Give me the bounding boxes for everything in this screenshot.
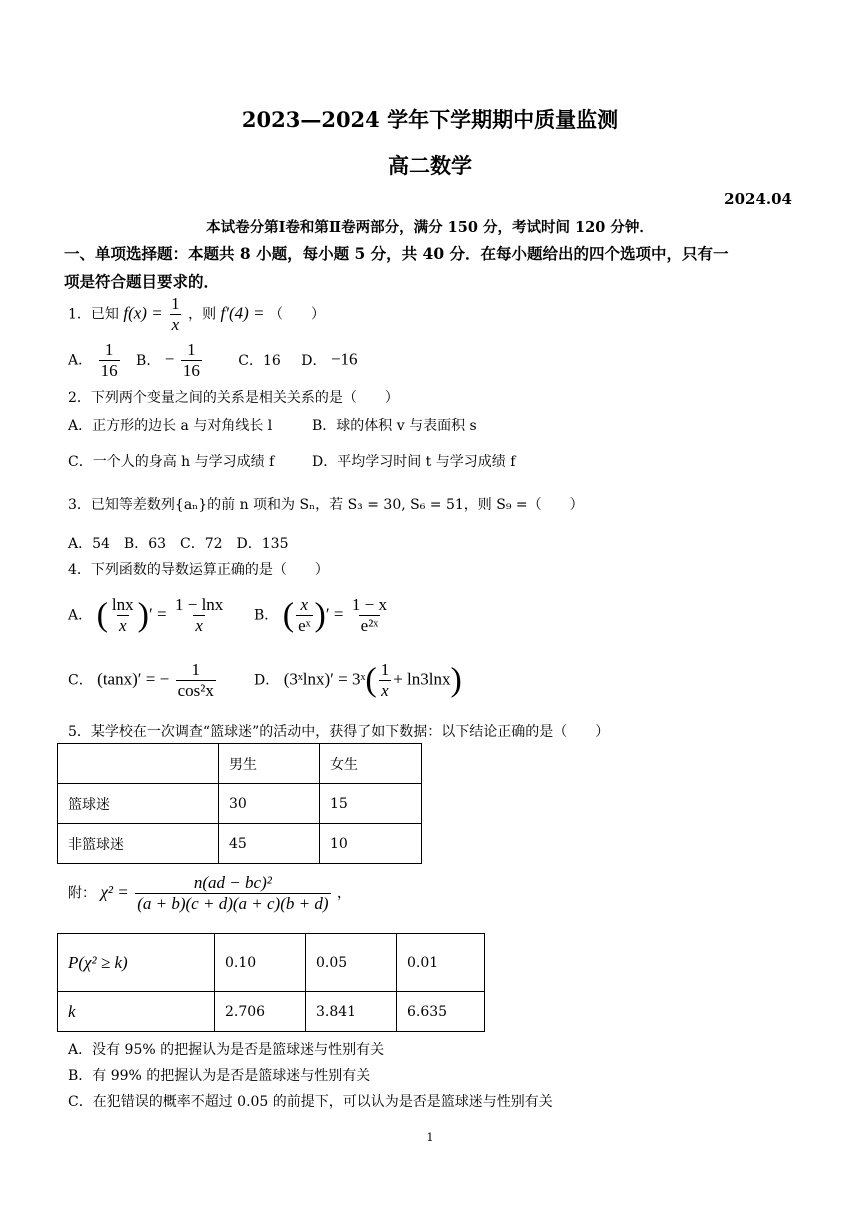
q4-c-left: (tanx)′ = − xyxy=(97,669,170,689)
q1-options xyxy=(68,340,358,381)
q1-f-right: f′(4) = xyxy=(220,303,265,323)
q4-option-d: D． (3ˣlnx)′ = 3ˣ( $\frac{1}{x}$ + ln3lnx) xyxy=(254,660,462,700)
table-cell: 篮球迷 xyxy=(58,784,219,824)
q4-a-rnum: 1 − lnx xyxy=(174,595,224,614)
table-cell: 2.706 xyxy=(215,992,306,1032)
chi-num: n(ad − bc)² xyxy=(193,873,272,892)
q4-b-rnum: 1 − x xyxy=(351,595,387,614)
q4-a-label: A． xyxy=(68,607,93,624)
table-cell: 3.841 xyxy=(306,992,397,1032)
q2-option-a: A．正方形的边长 a 与对角线长 l xyxy=(68,418,273,434)
q5-survey-table xyxy=(57,743,422,864)
question-5: 5．某学校在一次调查“篮球迷”的活动中，获得了如下数据：以下结论正确的是（ ） xyxy=(68,724,610,740)
q4-b-rden: e²ˣ xyxy=(360,616,379,635)
q4-a-den: x xyxy=(119,616,127,635)
table-cell: 10 xyxy=(320,824,422,864)
q4-option-b: B． ( $\frac{x}{\text{eˣ}}$ )′ = $\frac{1 - x}{\text{e²ˣ}}$ xyxy=(254,595,387,635)
question-3: 3．已知等差数列{aₙ}的前 n 项和为 Sₙ，若 S₃ = 30, S₆ = 51，则 S₉ =（ ） xyxy=(68,497,584,513)
q1-opt-d-val: −16 xyxy=(330,349,358,369)
exam-intro: 本试卷分第Ⅰ卷和第Ⅱ卷两部分，满分 150 分，考试时间 120 分钟． xyxy=(206,219,654,236)
table-cell: 0.10 xyxy=(215,934,306,992)
formula-chi: χ² = xyxy=(100,882,129,902)
q4-a-frac xyxy=(110,595,136,636)
chi-den: (a + b)(c + d)(a + c)(b + d) xyxy=(137,894,329,913)
q4-c-label: C． xyxy=(68,672,93,689)
q1-opt-b-sign: − xyxy=(164,349,175,369)
q2-option-d: D．平均学习时间 t 与学习成绩 f xyxy=(312,454,516,470)
q5-option-b: B．有 99% 的把握认为是否是篮球迷与性别有关 xyxy=(68,1068,371,1084)
table-header-cell xyxy=(58,744,219,784)
table-cell: 0.01 xyxy=(397,934,485,992)
q4-c-frac xyxy=(176,660,216,701)
exam-subject: 高二数学 xyxy=(388,153,472,178)
chi-square-formula xyxy=(68,873,351,914)
q1-opt-b-num: 1 xyxy=(187,340,196,359)
q1-opt-b-frac xyxy=(181,340,202,381)
q4-d-left: (3ˣlnx)′ = 3ˣ xyxy=(283,669,366,689)
section-heading-line2: 项是符合题目要求的． xyxy=(64,272,220,291)
q5-option-a: A．没有 95% 的把握认为是否是篮球迷与性别有关 xyxy=(68,1042,385,1058)
q4-d-label: D． xyxy=(254,672,280,689)
q1-opt-c: C．16 xyxy=(238,352,281,369)
q4-a-rfrac xyxy=(173,595,225,636)
q1-prefix: 1．已知 xyxy=(68,306,119,323)
q1-f-left: f(x) = xyxy=(123,303,163,323)
question-2: 2．下列两个变量之间的关系是相关关系的是（ ） xyxy=(68,390,399,406)
table-cell: 30 xyxy=(219,784,320,824)
q4-b-label: B． xyxy=(254,607,279,624)
table-cell: 15 xyxy=(320,784,422,824)
q1-frac-den: x xyxy=(171,315,180,334)
q4-b-den: eˣ xyxy=(298,616,311,635)
chi-fraction xyxy=(135,873,330,914)
q1-fraction xyxy=(169,294,182,335)
table-cell: 45 xyxy=(219,824,320,864)
q1-opt-b-den: 16 xyxy=(182,361,200,380)
exam-date: 2024.04 xyxy=(724,190,792,208)
table-cell: 非篮球迷 xyxy=(58,824,219,864)
section-heading-line1: 一、单项选择题：本题共 8 小题，每小题 5 分，共 40 分．在每小题给出的四个选项中，只有一 xyxy=(64,244,729,263)
q1-frac-num: 1 xyxy=(171,294,180,313)
q4-b-num: x xyxy=(300,595,309,614)
q5-option-c: C．在犯错误的概率不超过 0.05 的前提下，可以认为是否是篮球迷与性别有关 xyxy=(68,1094,553,1110)
table-header-cell: 男生 xyxy=(219,744,320,784)
table-header-cell: 女生 xyxy=(320,744,422,784)
q4-d-frac xyxy=(379,660,392,701)
formula-suffix: ， xyxy=(336,885,351,902)
table-cell: 6.635 xyxy=(397,992,485,1032)
q4-d-tail: + ln3lnx xyxy=(393,669,451,689)
q4-d-den: x xyxy=(381,681,389,700)
q3-options: A．54 B．63 C．72 D．135 xyxy=(68,536,289,552)
question-4: 4．下列函数的导数运算正确的是（ ） xyxy=(68,562,329,578)
table-row-label: k xyxy=(58,992,215,1032)
question-1 xyxy=(68,294,325,335)
q4-c-den: cos²x xyxy=(177,681,214,700)
q2-option-b: B．球的体积 v 与表面积 s xyxy=(312,418,477,434)
q1-opt-a-den: 16 xyxy=(100,361,118,380)
formula-prefix: 附： xyxy=(68,885,96,902)
q1-opt-d-label: D． xyxy=(301,352,327,369)
critical-value-table xyxy=(57,933,485,1032)
q1-opt-a-frac xyxy=(99,340,120,381)
page-number: 1 xyxy=(426,1131,434,1144)
q4-b-frac xyxy=(296,595,312,636)
q1-opt-a-num: 1 xyxy=(104,340,114,359)
exam-title: 2023—2024 学年下学期期中质量监测 xyxy=(241,107,619,132)
q4-b-rfrac xyxy=(350,595,389,636)
q4-option-a: A． ( $\frac{\ln x}{x}$ )′ = $\frac{1 - \ln x}{x}$ xyxy=(68,595,224,635)
q4-d-num: 1 xyxy=(380,660,390,679)
q4-a-num: lnx xyxy=(111,595,134,614)
q4-a-rden: x xyxy=(195,616,203,635)
q4-option-c xyxy=(68,660,218,701)
table-row-label: P(χ² ≥ k) xyxy=(58,934,215,992)
q1-mid: ，则 xyxy=(188,306,217,323)
q4-c-num: 1 xyxy=(191,660,200,679)
q2-option-c: C．一个人的身高 h 与学习成绩 f xyxy=(68,454,275,470)
table-cell: 0.05 xyxy=(306,934,397,992)
q1-opt-b-label: B． xyxy=(136,352,161,369)
q1-opt-a-label: A． xyxy=(68,352,93,369)
q1-blank: （ ） xyxy=(269,306,325,323)
